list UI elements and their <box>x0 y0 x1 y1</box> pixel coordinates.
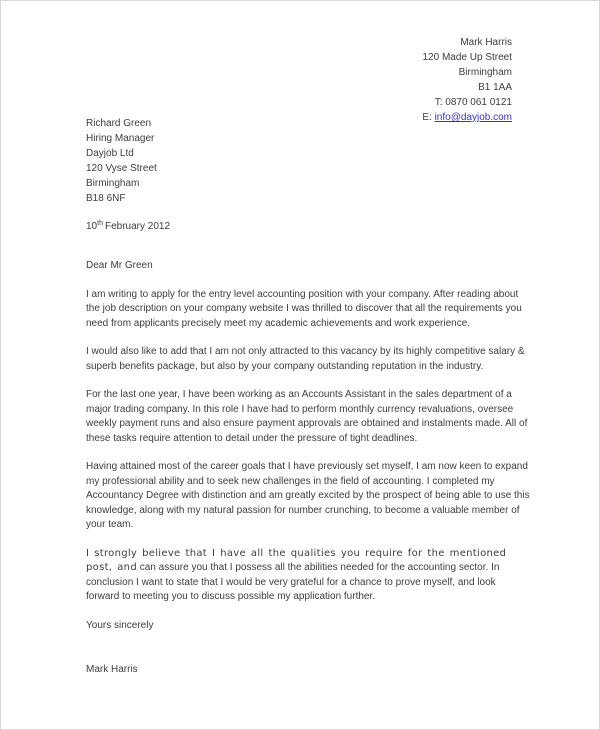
date-day: 10 <box>86 221 98 232</box>
paragraph-4: Having attained most of the career goals that I have previously set myself, I am now keen to expand my professional ability and to seek new challenges in the field of accounting. I completed my Accountancy Degree with distinction and am greatly excited by the prospect of being able to use this knowledge, along with my natural passion for number crunching, to become a valuable member of your team. <box>86 461 530 530</box>
final-paragraph-rest: can assure you that I possess all the abilities needed for the accounting sector. In conclusion I want to state that I would be very grateful for a chance to prove myself, and look forward to meeting you to discuss possible my application further. <box>86 562 500 602</box>
email-link[interactable]: info@dayjob.com <box>434 112 512 123</box>
recipient-city: Birmingham <box>86 178 140 189</box>
date-ordinal: th <box>97 219 103 227</box>
paragraph-3: For the last one year, I have been working as an Accounts Assistant in the sales department of a major trading company. In this role I have had to perform monthly currency revaluations, oversee weekly payment runs and also ensure payment approvals are obtained and instalments made. All of these tasks require attention to detail under the pressure of tight deadlines. <box>86 389 528 444</box>
salutation: Dear Mr Green <box>86 260 153 271</box>
signature-name: Mark Harris <box>86 664 138 675</box>
recipient-title: Hiring Manager <box>86 133 155 144</box>
email-label: E: <box>422 112 435 123</box>
paragraph-2: I would also like to add that I am not only attracted to this vacancy by its highly competitive salary & superb benefits package, but also by your company outstanding reputation in the industry. <box>86 346 525 372</box>
sender-address-block <box>422 35 512 125</box>
sender-email-line <box>422 110 512 125</box>
paragraph-final <box>86 547 530 605</box>
recipient-street: 120 Vyse Street <box>86 163 157 174</box>
sender-name: Mark Harris <box>460 37 512 48</box>
sender-city: Birmingham <box>458 67 512 78</box>
letter-date <box>86 220 170 235</box>
final-paragraph-lead: I strongly believe that I have all the qualities you require for the mentioned post, and <box>86 547 507 573</box>
sender-postcode: B1 1AA <box>478 82 512 93</box>
recipient-company: Dayjob Ltd <box>86 148 134 159</box>
sender-phone: T: 0870 061 0121 <box>434 97 512 108</box>
closing: Yours sincerely <box>86 619 154 631</box>
sender-street: 120 Made Up Street <box>422 52 512 63</box>
recipient-postcode: B18 6NF <box>86 193 126 204</box>
recipient-name: Richard Green <box>86 118 152 129</box>
recipient-address-block <box>86 116 157 206</box>
date-month-year: February 2012 <box>104 221 171 232</box>
paragraph-1: I am writing to apply for the entry level accounting position with your company. After reading about the job description on your company website I was thrilled to discover that all the requirements you need from applicants precisely meet my academic achievements and work experience. <box>86 288 522 329</box>
letter-body <box>86 259 530 692</box>
